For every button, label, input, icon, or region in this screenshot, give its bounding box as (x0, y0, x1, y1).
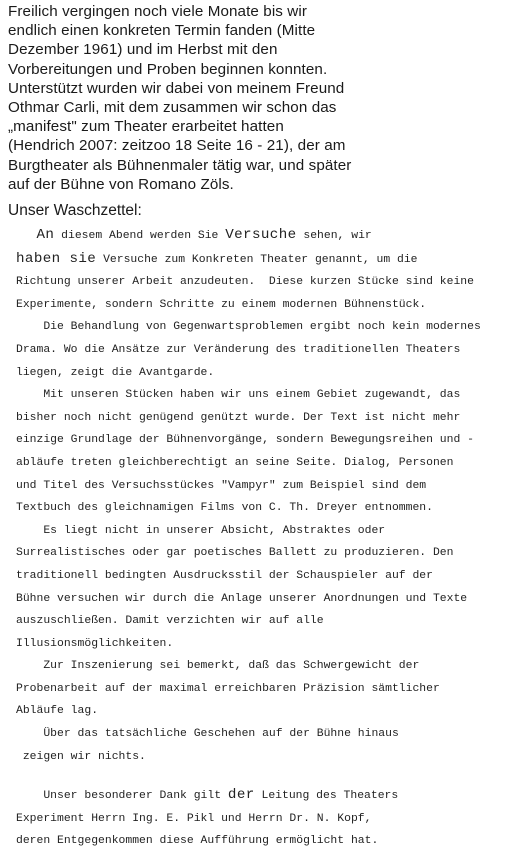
note-lines (16, 808, 506, 853)
text-line (16, 248, 506, 272)
text-line: Drama. Wo die Ansätze zur Veränderung des traditionellen Theaters (16, 343, 461, 356)
text-line: Freilich vergingen noch viele Monate bis wir (8, 3, 308, 20)
text-fragment: Leitung des Theaters (254, 790, 399, 803)
text-line: Über das tatsächliche Geschehen auf der Bühne hinaus (16, 728, 399, 741)
section-heading: Unser Waschzettel: (8, 202, 142, 219)
program-note (16, 224, 506, 853)
text-line: liegen, zeigt die Avantgarde. (16, 366, 215, 379)
text-line: endlich einen konkreten Termin fanden (Mitte (8, 22, 316, 40)
text-line: zeigen wir nichts. (16, 750, 146, 763)
text-line: auf der Bühne von Romano Zöls. (8, 175, 234, 193)
text-line: Bühne versuchen wir durch die Anlage unserer Anordnungen und Texte (16, 592, 468, 605)
text-fragment: haben sie (16, 250, 97, 267)
text-line: bisher noch nicht genügend genützt wurde. Der Text ist nicht mehr (16, 411, 461, 424)
text-line: Illusionsmöglichkeiten. (16, 637, 174, 650)
text-line: Surrealistisches oder gar poetisches Ballett zu produzieren. Den (16, 547, 454, 560)
text-line: Othmar Carli, mit dem zusammen wir schon das (8, 99, 337, 117)
text-line: Experiment Herrn Ing. E. Pikl und Herrn Dr. N. Kopf, (16, 812, 372, 825)
text-line: traditionell bedingten Ausdrucksstil der Schauspieler auf der (16, 569, 433, 582)
text-line (16, 784, 506, 808)
text-line: Vorbereitungen und Proben beginnen konnten. (8, 60, 328, 78)
spacer (16, 768, 506, 784)
text-line: deren Entgegenkommen diese Aufführung ermöglicht hat. (16, 835, 379, 848)
text-line: Die Behandlung von Gegenwartsproblemen ergibt noch kein modernes (16, 321, 481, 334)
text-fragment: Versuche (225, 227, 297, 243)
text-line: Es liegt nicht in unserer Absicht, Abstraktes oder (16, 524, 386, 537)
text-line: Mit unseren Stücken haben wir uns einem Gebiet zugewandt, das (16, 389, 461, 402)
text-line: Abläufe lag. (16, 705, 99, 718)
text-line: Probenarbeit auf der maximal erreichbaren Präzision sämtlicher (16, 682, 440, 695)
text-fragment: diesem Abend werden Sie (54, 230, 226, 242)
text-line: Textbuch des gleichnamigen Films von C. Th. Dreyer entnommen. (16, 502, 433, 515)
note-lines (16, 271, 506, 768)
text-line: Richtung unserer Arbeit anzudeuten. Diese kurzen Stücke sind keine (16, 276, 474, 289)
text-line: Unterstützt wurden wir dabei von meinem Freund (8, 79, 345, 97)
text-fragment: Versuche zum Konkreten Theater genannt, um die (96, 253, 418, 266)
text-line: (Hendrich 2007: zeitzoo 18 Seite 16 - 21), der am (8, 137, 346, 155)
text-line: einzige Grundlage der Bühnenvorgänge, sondern Bewegungsreihen und - (16, 434, 474, 447)
text-line: Dezember 1961) und im Herbst mit den (8, 41, 278, 59)
text-fragment: sehen, wir (296, 230, 372, 242)
text-line: abläufe treten gleichberechtigt an seine Seite. Dialog, Personen (16, 456, 454, 469)
text-line: Burgtheater als Bühnenmaler tätig war, und später (8, 156, 352, 174)
text-fragment: der (227, 787, 255, 804)
text-line: und Titel des Versuchsstückes "Vampyr" zum Beispiel sind dem (16, 479, 427, 492)
text-line (16, 224, 506, 248)
intro-paragraph (8, 2, 508, 194)
text-fragment: An (36, 227, 55, 243)
text-line: auszuschließen. Damit verzichten wir auf alle (16, 615, 324, 628)
text-line: „manifest" zum Theater erarbeitet hatten (8, 118, 284, 136)
text-fragment: Unser besonderer Dank gilt (16, 790, 228, 803)
text-line: Experimente, sondern Schritte zu einem modernen Bühnenstück. (16, 298, 427, 311)
text-line: Zur Inszenierung sei bemerkt, daß das Schwergewicht der (16, 660, 420, 673)
